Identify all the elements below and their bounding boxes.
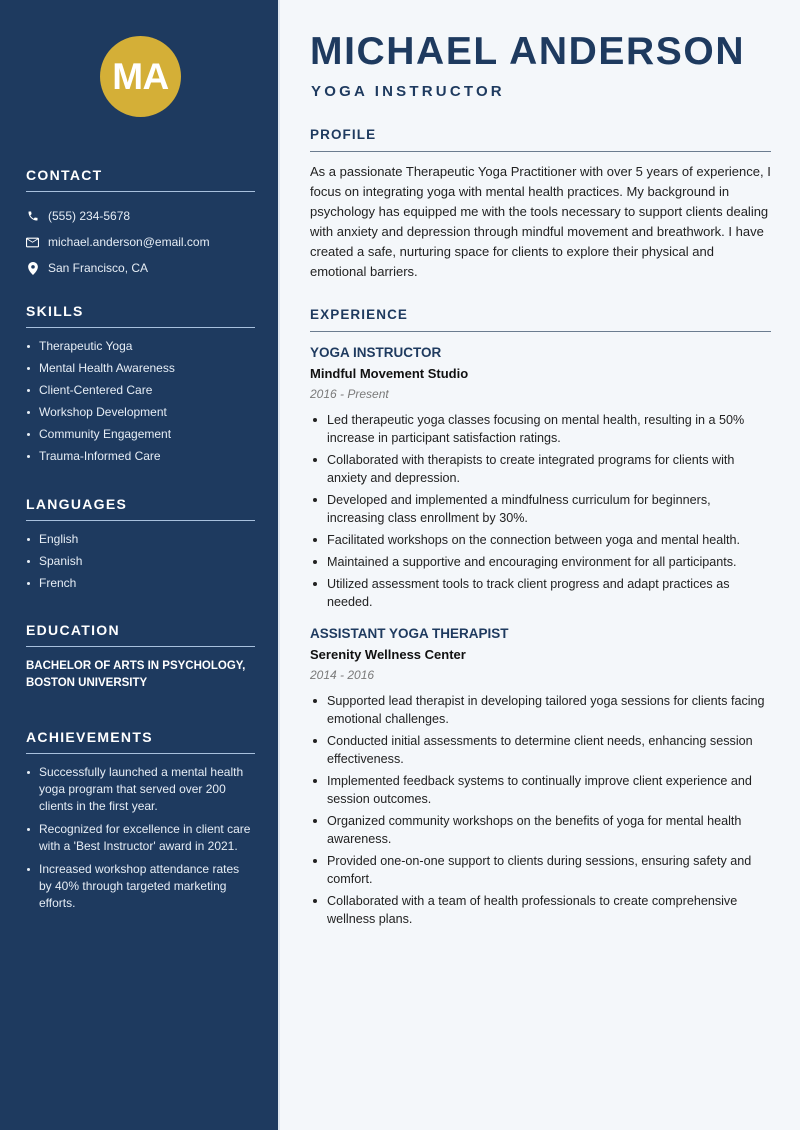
job-bullet: Provided one-on-one support to clients during sessions, ensuring safety and comfort.	[310, 852, 771, 888]
language-item: Spanish	[26, 553, 255, 570]
candidate-name: MICHAEL ANDERSON	[310, 30, 746, 73]
skill-item: Therapeutic Yoga	[26, 338, 255, 355]
achievements-heading: ACHIEVEMENTS	[26, 729, 255, 754]
job-entry	[310, 344, 771, 611]
skill-item: Community Engagement	[26, 426, 255, 443]
languages-list	[26, 531, 255, 592]
achievement-item: Successfully launched a mental health yoga program that served over 200 clients in the first year.	[26, 764, 255, 815]
avatar	[100, 36, 181, 117]
job-bullets	[310, 692, 771, 928]
experience-heading: EXPERIENCE	[310, 307, 771, 332]
contact-heading: CONTACT	[26, 167, 255, 192]
achievements-section	[26, 729, 255, 918]
sidebar	[0, 0, 280, 1130]
job-bullet: Supported lead therapist in developing tailored yoga sessions for clients facing emotional challenges.	[310, 692, 771, 728]
education-section	[26, 622, 255, 692]
job-bullet: Organized community workshops on the benefits of yoga for mental health awareness.	[310, 812, 771, 848]
job-bullet: Conducted initial assessments to determine client needs, enhancing session effectiveness.	[310, 732, 771, 768]
achievement-item: Recognized for excellence in client care with a 'Best Instructor' award in 2021.	[26, 821, 255, 855]
languages-section	[26, 496, 255, 597]
contact-list	[26, 203, 255, 281]
job-bullet: Facilitated workshops on the connection between yoga and mental health.	[310, 531, 771, 549]
languages-heading: LANGUAGES	[26, 496, 255, 521]
job-title: ASSISTANT YOGA THERAPIST	[310, 626, 509, 641]
job-dates: 2016 - Present	[310, 387, 389, 401]
skills-heading: SKILLS	[26, 303, 255, 328]
skills-section	[26, 303, 255, 470]
education-degree	[26, 658, 255, 692]
job-bullet: Collaborated with therapists to create integrated programs for clients with anxiety and depression.	[310, 451, 771, 487]
contact-location-text: San Francisco, CA	[48, 261, 149, 275]
job-title: YOGA INSTRUCTOR	[310, 345, 442, 360]
contact-email-text[interactable]: michael.anderson@email.com	[48, 235, 210, 249]
job-company: Serenity Wellness Center	[310, 647, 466, 662]
education-heading: EDUCATION	[26, 622, 255, 647]
profile-summary: As a passionate Therapeutic Yoga Practitioner with over 5 years of experience, I focus on integrating yoga with mental health practices. My background in psychology has equipped me with the tools necessary to support clients dealing with anxiety and depression through mindful movement and breathwork. I have created a safe, nurturing space for clients to explore their physical and emotional barriers.	[310, 164, 771, 279]
job-bullet: Developed and implemented a mindfulness curriculum for beginners, increasing class enrollment by 30%.	[310, 491, 771, 527]
education-degree-line1: BACHELOR OF ARTS IN PSYCHOLOGY,	[26, 660, 246, 672]
avatar-initials: MA	[112, 55, 169, 97]
profile-heading: PROFILE	[310, 127, 771, 152]
contact-email	[26, 229, 255, 255]
language-item: French	[26, 575, 255, 592]
location-pin-icon	[26, 262, 39, 275]
contact-section	[26, 167, 255, 281]
education-degree-line2: BOSTON UNIVERSITY	[26, 677, 148, 689]
profile-section	[310, 127, 771, 282]
achievements-list	[26, 764, 255, 912]
job-dates: 2014 - 2016	[310, 668, 375, 682]
skills-list	[26, 338, 255, 465]
job-company: Mindful Movement Studio	[310, 366, 469, 381]
contact-phone-text: (555) 234-5678	[48, 209, 131, 223]
job-bullet: Implemented feedback systems to continually improve client experience and session outcomes.	[310, 772, 771, 808]
email-icon	[26, 236, 39, 249]
candidate-role: YOGA INSTRUCTOR	[311, 83, 505, 100]
contact-location	[26, 255, 255, 281]
language-item: English	[26, 531, 255, 548]
job-entry	[310, 625, 771, 928]
skill-item: Workshop Development	[26, 404, 255, 421]
job-bullets	[310, 411, 771, 611]
skill-item: Trauma-Informed Care	[26, 448, 255, 465]
job-bullet: Collaborated with a team of health professionals to create comprehensive wellness plans.	[310, 892, 771, 928]
experience-section	[310, 307, 771, 932]
job-bullet: Maintained a supportive and encouraging environment for all participants.	[310, 553, 771, 571]
job-bullet: Led therapeutic yoga classes focusing on mental health, resulting in a 50% increase in participant satisfaction ratings.	[310, 411, 771, 447]
phone-icon	[26, 210, 39, 223]
skill-item: Client-Centered Care	[26, 382, 255, 399]
job-bullet: Utilized assessment tools to track client progress and adapt practices as needed.	[310, 575, 771, 611]
skill-item: Mental Health Awareness	[26, 360, 255, 377]
main-content	[280, 0, 800, 1130]
contact-phone	[26, 203, 255, 229]
achievement-item: Increased workshop attendance rates by 40% through targeted marketing efforts.	[26, 861, 255, 912]
